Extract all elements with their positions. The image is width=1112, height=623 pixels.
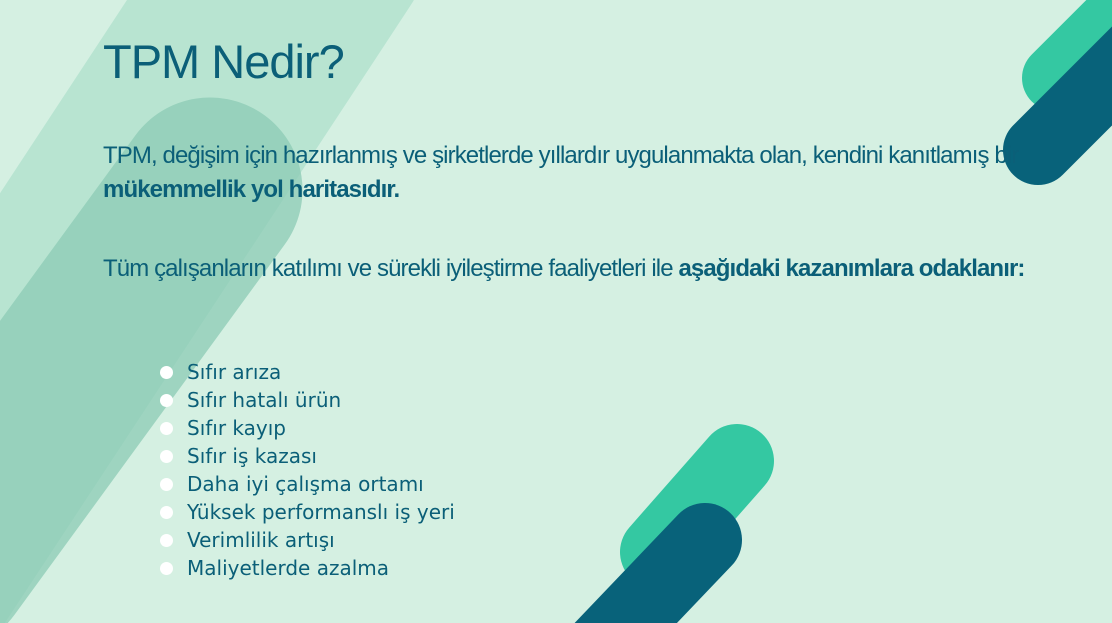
bullet-dot-icon <box>160 422 173 435</box>
list-item <box>160 554 455 582</box>
intro-paragraph <box>103 139 1043 207</box>
bullet-dot-icon <box>160 506 173 519</box>
list-item <box>160 498 455 526</box>
bullet-dot-icon <box>160 534 173 547</box>
intro-text: TPM, değişim için hazırlanmış ve şirketlerde yıllardır uygulanmakta olan, kendini kanıtlamış bir <box>103 142 1019 169</box>
focus-paragraph <box>103 252 1043 286</box>
list-item <box>160 414 455 442</box>
focus-text: Tüm çalışanların katılımı ve sürekli iyileştirme faaliyetleri ile <box>103 255 679 282</box>
list-item-label: Sıfır iş kazası <box>187 444 317 468</box>
bullet-dot-icon <box>160 562 173 575</box>
focus-highlight: aşağıdaki kazanımlara odaklanır: <box>678 255 1025 282</box>
list-item <box>160 386 455 414</box>
slide-title: TPM Nedir? <box>103 35 344 88</box>
list-item-label: Daha iyi çalışma ortamı <box>187 472 424 496</box>
gains-list <box>160 358 455 582</box>
list-item-label: Verimlilik artışı <box>187 528 335 552</box>
list-item <box>160 470 455 498</box>
list-item <box>160 442 455 470</box>
bottom-teal-capsule <box>600 540 705 623</box>
bullet-dot-icon <box>160 478 173 491</box>
bullet-dot-icon <box>160 450 173 463</box>
bullet-dot-icon <box>160 366 173 379</box>
list-item-label: Sıfır hatalı ürün <box>187 388 342 412</box>
intro-highlight: mükemmellik yol haritasıdır. <box>103 176 400 203</box>
list-item <box>160 526 455 554</box>
list-item-label: Yüksek performanslı iş yeri <box>187 500 455 524</box>
list-item <box>160 358 455 386</box>
list-item-label: Maliyetlerde azalma <box>187 556 390 580</box>
list-item-label: Sıfır arıza <box>187 360 282 384</box>
bullet-dot-icon <box>160 394 173 407</box>
list-item-label: Sıfır kayıp <box>187 416 287 440</box>
